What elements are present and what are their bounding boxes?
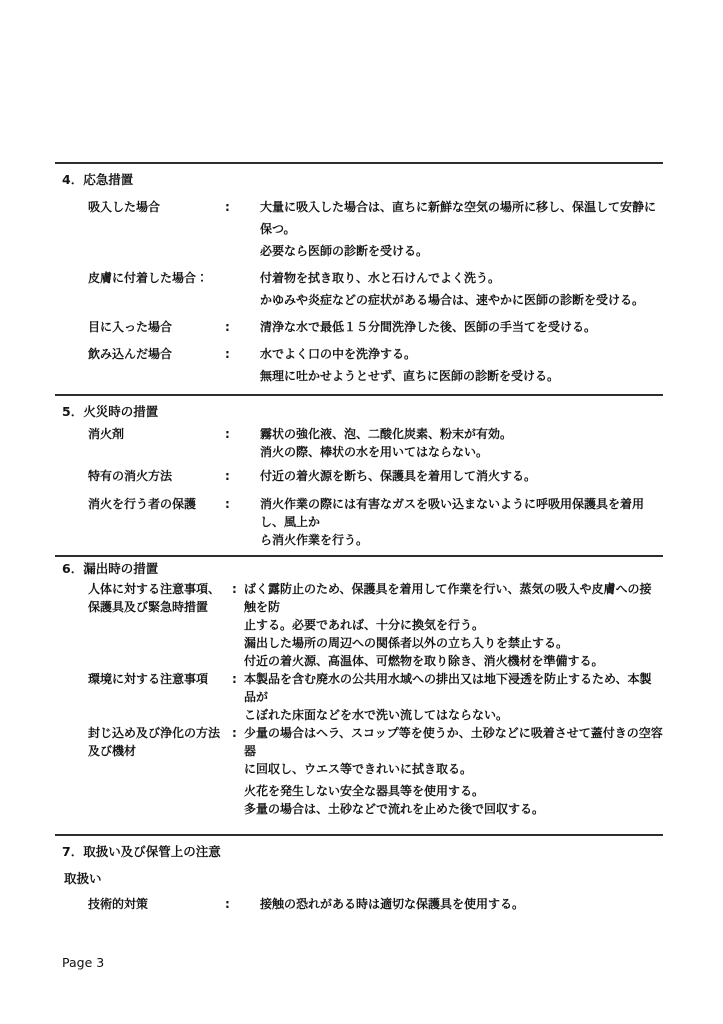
field-value-line: 清浄な水で最低１５分間洗浄した後、医師の手当てを受ける。 (260, 320, 597, 334)
field-label: 技術的対策 (88, 897, 149, 911)
field-value-line: 付近の着火源を断ち、保護具を着用して消火する。 (260, 469, 537, 483)
field-label: 目に入った場合 (88, 320, 173, 334)
field-value-line: 無理に吐かせようとせず、直ちに医師の診断を受ける。 (260, 369, 560, 383)
field-label: 特有の消火方法 (88, 469, 173, 483)
field-value-line: 止する。必要であれば、十分に換気を行う。 (244, 618, 485, 632)
field-row-technical-measures (88, 895, 663, 913)
field-label: 及び機材 (88, 744, 137, 758)
section-title: 7．取扱い及び保管上の注意 (62, 844, 221, 859)
field-label: 環境に対する注意事項 (88, 672, 209, 686)
field-value-line: 漏出した場所の周辺への関係者以外の立ち入りを禁止する。 (244, 636, 569, 650)
section-divider (55, 555, 663, 557)
field-value-line: 霧状の強化液、泡、二酸化炭素、粉末が有効。 (260, 427, 513, 441)
field-row-firefighter-protection (88, 495, 663, 549)
field-colon: : (225, 320, 230, 334)
section-divider (55, 394, 663, 396)
field-colon: : (225, 897, 230, 911)
section-title: 4．応急措置 (62, 172, 134, 187)
field-colon: : (225, 497, 230, 511)
section-first-aid (55, 162, 663, 387)
field-row-personal-precautions (88, 580, 663, 670)
field-colon: : (225, 427, 230, 441)
field-colon: : (225, 200, 230, 214)
field-row-ingestion (88, 343, 663, 387)
section-handling-storage (55, 834, 663, 913)
section-title: 5．火災時の措置 (62, 404, 159, 419)
field-value-line: 消火作業の際には有害なガスを吸い込まないように呼吸用保護具を着用し、風上か (260, 497, 645, 529)
field-value-line: かゆみや炎症などの症状がある場合は、速やかに医師の診断を受ける。 (260, 293, 645, 307)
field-row-inhalation (88, 196, 663, 262)
field-label: 保護具及び緊急時措置 (88, 600, 209, 614)
section-divider (55, 162, 663, 164)
field-label: 人体に対する注意事項、 (88, 582, 221, 596)
field-value-line: 多量の場合は、土砂などで流れを止めた後で回収する。 (244, 802, 545, 816)
field-colon: : (232, 672, 237, 686)
field-value-line: ばく露防止のため、保護具を着用して作業を行い、蒸気の吸入や皮膚への接触を防 (244, 582, 652, 614)
field-value-line: 大量に吸入した場合は、直ちに新鮮な空気の場所に移し、保温して安静に保つ。 (260, 200, 657, 236)
field-row-extinguishing-media (88, 425, 663, 461)
field-row-specific-methods (88, 467, 663, 485)
field-colon: : (225, 347, 230, 361)
field-colon: : (232, 582, 237, 596)
field-value-line: こぼれた床面などを水で洗い流してはならない。 (244, 708, 509, 722)
field-value-line: 少量の場合はヘラ、スコップ等を使うか、土砂などに吸着させて蓋付きの空容器 (244, 726, 663, 758)
field-value-line: 必要なら医師の診断を受ける。 (260, 244, 429, 258)
field-row-eye-contact (88, 316, 663, 338)
field-value-line: 接触の恐れがある時は適切な保護具を使用する。 (260, 897, 525, 911)
field-value-line: 付着物を拭き取り、水と石けんでよく洗う。 (260, 271, 501, 285)
field-row-containment-cleanup (88, 724, 663, 818)
field-colon: : (232, 726, 237, 740)
field-value-line: に回収し、ウエス等できれいに拭き取る。 (244, 762, 473, 776)
field-label: 消火剤 (88, 427, 125, 441)
field-value-line: 本製品を含む廃水の公共用水域への排出又は地下浸透を防止するため、本製品が (244, 672, 652, 704)
document-content (55, 162, 663, 913)
field-value-line: 消火の際、棒状の水を用いてはならない。 (260, 445, 489, 459)
field-row-environmental-precautions (88, 670, 663, 724)
field-label: 吸入した場合 (88, 200, 161, 214)
field-value-line: 水でよく口の中を洗浄する。 (260, 347, 417, 361)
field-label: 封じ込め及び浄化の方法 (88, 726, 221, 740)
section-divider (55, 834, 663, 836)
section-fire-fighting (55, 394, 663, 549)
field-colon: : (225, 469, 230, 483)
field-value-line: ら消火作業を行う。 (260, 533, 369, 547)
field-label: 消火を行う者の保護 (88, 497, 197, 511)
field-value-line: 付近の着火源、高温体、可燃物を取り除き、消火機材を準備する。 (244, 654, 604, 668)
field-label: 飲み込んだ場合 (88, 347, 173, 361)
field-row-skin-contact (88, 267, 663, 311)
field-label: 皮膚に付着した場合： (88, 271, 209, 285)
field-value-line: 火花を発生しない安全な器具等を使用する。 (244, 784, 485, 798)
section-title: 6．漏出時の措置 (62, 561, 159, 576)
subsection-handling: 取扱い (64, 871, 102, 886)
section-accidental-release (55, 555, 663, 818)
page-number: Page 3 (62, 955, 105, 970)
